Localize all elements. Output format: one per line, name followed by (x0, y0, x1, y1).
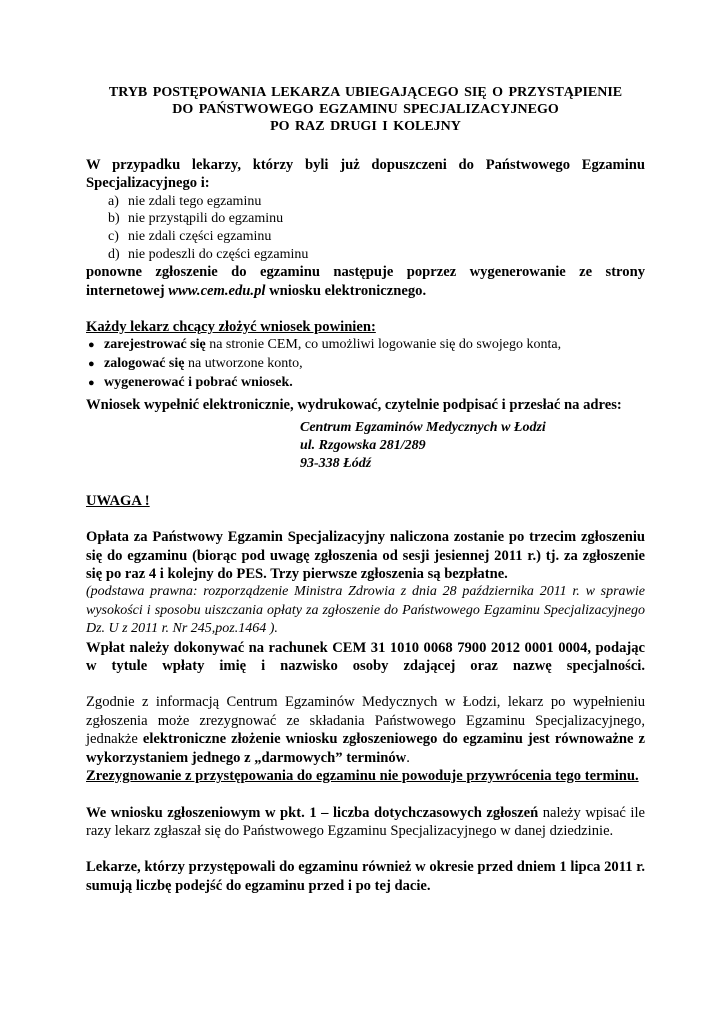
count-instruction: We wniosku zgłoszeniowym w pkt. 1 – liczba dotychczasowych zgłoszeń należy wpisać ile razy lekarz zgłaszał się do Państwowego Egzaminu Specjalizacyjnego w danej dziedzinie. (86, 804, 645, 839)
legal-basis: (podstawa prawna: rozporządzenie Ministra Zdrowia z dnia 28 października 2011 r. w sprawie wysokości i sposobu uiszczania opłaty za zgłoszenie do Państwowego Egzaminu Specjalizacyjnego Dz. U z 2011 r. Nr 245,poz.1464 ). (86, 584, 645, 637)
document-title (86, 84, 645, 135)
conditions-list (86, 193, 645, 263)
fee-text: Opłata za Państwowy Egzamin Specjalizacyjny naliczona zostanie po trzecim zgłoszeniu się do egzaminu (biorąc pod uwagę zgłoszenia od sesji jesiennej 2011 r.) tj. za zgłoszenie się po raz 4 i kolejny do PES. Trzy pierwsze zgłoszenia są bezpłatne. (86, 529, 645, 583)
list-item: c) nie zdali części egzaminu (108, 229, 272, 244)
bullet-icon: ● (88, 376, 95, 389)
steps-list (86, 336, 645, 392)
steps-heading: Każdy lekarz chcący złożyć wniosek powinien: (86, 319, 376, 335)
list-item: b) nie przystąpili do egzaminu (108, 211, 284, 227)
final-note: Lekarze, którzy przystępowali do egzaminu również w okresie przed dniem 1 lipca 2011 r. sumują liczbę podejść do egzaminu przed i po tej dacie. (86, 859, 645, 894)
list-item: ● zarejestrować się na stronie CEM, co umożliwi logowanie się do swojego konta, (86, 336, 645, 355)
intro-lead: W przypadku lekarzy, którzy byli już dopuszczeni do Państwowego Egzaminu Specjalizacyjnego i: (86, 157, 645, 192)
title-line-3: PO RAZ DRUGI I KOLEJNY (270, 119, 461, 134)
warning-label: UWAGA ! (86, 492, 150, 509)
address-line-1: Centrum Egzaminów Medycznych w Łodzi (300, 419, 546, 435)
website-link[interactable]: www.cem.edu.pl (168, 282, 266, 299)
title-line-1: TRYB POSTĘPOWANIA LEKARZA UBIEGAJĄCEGO SIĘ O PRZYSTĄPIENIE (108, 85, 623, 100)
list-item: ● wygenerować i pobrać wniosek. (86, 374, 645, 393)
bullet-icon: ● (88, 358, 95, 370)
list-item: a) nie zdali tego egzaminu (108, 193, 262, 209)
resignation-warning: Zrezygnowanie z przystępowania do egzaminu nie powoduje przywrócenia tego terminu. (86, 768, 639, 785)
intro-follow: ponowne zgłoszenie do egzaminu następuje poprzez wygenerowanie ze strony internetowej www.cem.edu.pl wniosku elektronicznego. (86, 264, 645, 299)
address-line-3: 93-338 Łódź (300, 456, 372, 472)
send-instruction: Wniosek wypełnić elektronicznie, wydrukować, czytelnie podpisać i przesłać na adres: (86, 397, 622, 414)
address-line-2: ul. Rzgowska 281/289 (300, 438, 426, 453)
list-item: ● zalogować się na utworzone konto, (86, 355, 645, 374)
list-item: d) nie podeszli do części egzaminu (108, 246, 309, 262)
resignation-info: Zgodnie z informacją Centrum Egzaminów Medycznych w Łodzi, lekarz po wypełnieniu zgłoszenia może zrezygnować ze składania Państwowego Egzaminu Specjalizacyjnego, jednakże elektroniczne złożenie wniosku zgłoszeniowego do egzaminu jest równoważne z wykorzystaniem jednego z „darmowych” terminów. (86, 694, 645, 766)
mailing-address (86, 419, 645, 474)
title-line-2: DO PAŃSTWOWEGO EGZAMINU SPECJALIZACYJNEGO (172, 102, 559, 117)
payment-text: Wpłat należy dokonywać na rachunek CEM 31 1010 0068 7900 2012 0001 0004, podając w tytule wpłaty imię i nazwisko osoby zdającej oraz nazwę specjalności. (86, 639, 645, 675)
bullet-icon: ● (88, 339, 95, 352)
